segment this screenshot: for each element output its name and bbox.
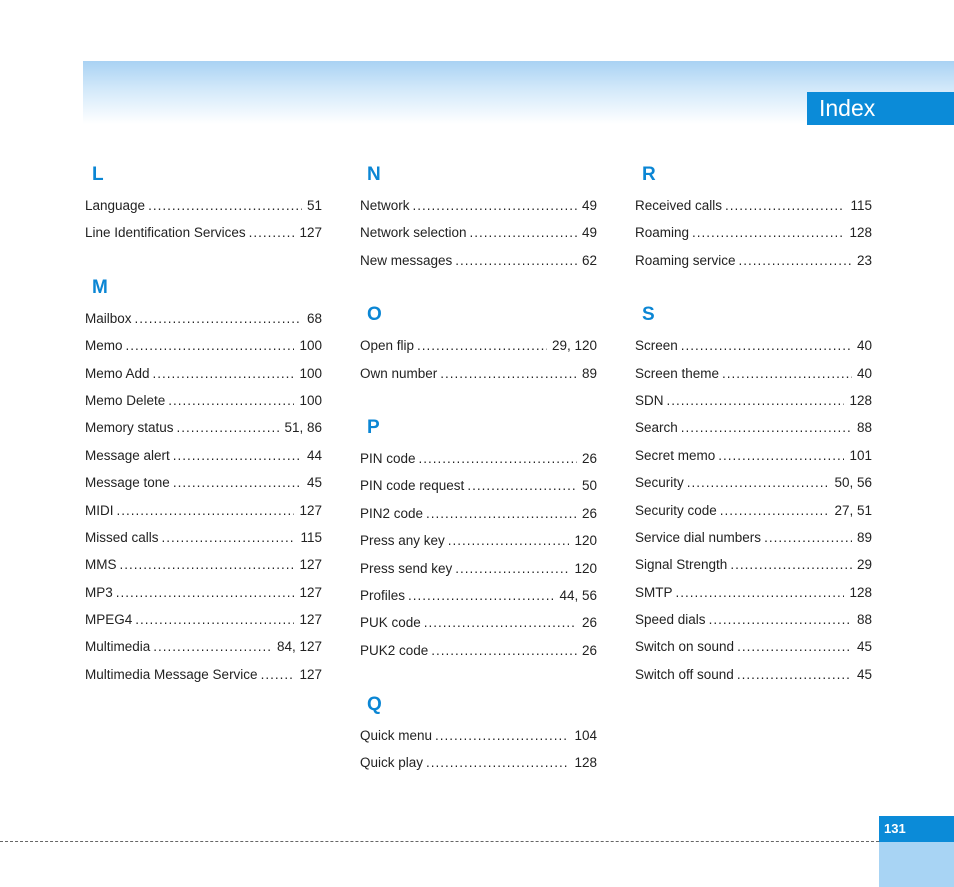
dot-leader <box>764 524 852 551</box>
index-term: MMS <box>85 557 117 573</box>
index-page-numbers: 100 <box>299 365 322 381</box>
dot-leader <box>722 360 852 387</box>
index-page-numbers: 128 <box>849 584 872 600</box>
index-entry <box>635 442 872 469</box>
dot-leader <box>725 192 845 219</box>
index-page-numbers: 128 <box>849 225 872 241</box>
index-column-1 <box>85 160 322 688</box>
dot-leader <box>153 633 272 660</box>
index-term: Security code <box>635 502 717 518</box>
index-term: Screen <box>635 338 678 354</box>
index-term: New messages <box>360 252 453 268</box>
index-term: Search <box>635 420 678 436</box>
index-entry <box>360 500 597 527</box>
index-entry <box>85 360 322 387</box>
section-gap <box>360 664 597 690</box>
index-term: Received calls <box>635 198 723 213</box>
index-entry <box>360 472 597 499</box>
dot-leader <box>173 469 302 496</box>
index-page-numbers: 50, 56 <box>834 475 872 491</box>
index-term: Memo Add <box>85 365 150 381</box>
section-gap <box>85 247 322 273</box>
index-page-numbers: 127 <box>299 584 322 600</box>
section-letter: P <box>367 416 380 438</box>
index-entry <box>85 469 322 496</box>
dot-leader <box>135 305 302 332</box>
index-term: Switch off sound <box>635 666 734 682</box>
index-entry <box>360 555 597 582</box>
index-page-numbers: 101 <box>849 447 872 463</box>
section-letter: M <box>92 276 108 298</box>
dot-leader <box>116 579 295 606</box>
index-entry <box>85 442 322 469</box>
index-page-numbers: 62 <box>581 252 597 268</box>
dot-leader <box>435 722 569 749</box>
index-page-numbers: 26 <box>581 450 597 466</box>
index-term: PUK2 code <box>360 642 429 658</box>
index-page-numbers: 26 <box>581 505 597 521</box>
index-term: MIDI <box>85 502 114 518</box>
index-page-numbers: 45 <box>306 475 322 491</box>
dot-leader <box>681 414 852 441</box>
index-term: Quick menu <box>360 728 433 744</box>
index-entry <box>635 469 872 496</box>
index-term: MP3 <box>85 584 113 600</box>
index-page-numbers: 45 <box>856 666 872 682</box>
section-letter: S <box>642 304 655 326</box>
dot-leader <box>676 579 845 606</box>
index-entry <box>635 579 872 606</box>
index-entry <box>360 219 597 246</box>
index-page-numbers: 51 <box>306 198 322 213</box>
section-gap <box>360 387 597 413</box>
index-page-numbers: 127 <box>299 666 322 682</box>
dot-leader <box>261 661 295 688</box>
index-term: Multimedia Message Service <box>85 666 258 682</box>
index-term: Speed dials <box>635 612 706 628</box>
section-letter: Q <box>367 694 382 716</box>
index-term: Own number <box>360 365 438 381</box>
index-entry <box>635 497 872 524</box>
index-entry <box>85 551 322 578</box>
dot-leader <box>417 332 547 359</box>
index-term: Open flip <box>360 338 415 354</box>
index-term: Security <box>635 475 684 491</box>
index-term: PIN code request <box>360 478 465 494</box>
dot-leader <box>692 219 844 246</box>
index-page-numbers: 89 <box>581 365 597 381</box>
index-term: Line Identification Services <box>85 225 246 241</box>
dot-leader <box>177 414 280 441</box>
dot-leader <box>470 219 577 246</box>
index-page-numbers: 50 <box>581 478 597 494</box>
dot-leader <box>440 360 577 387</box>
index-page-numbers: 49 <box>581 198 597 213</box>
index-term: Screen theme <box>635 365 720 381</box>
dot-leader <box>153 360 295 387</box>
index-entry <box>360 637 597 664</box>
section-letter: R <box>642 164 656 185</box>
index-entry <box>635 192 872 219</box>
page-title: Index <box>807 92 954 125</box>
index-page-numbers: 115 <box>300 529 322 545</box>
index-entry <box>635 661 872 688</box>
index-page-numbers: 128 <box>849 392 872 408</box>
index-entry <box>360 360 597 387</box>
index-page-numbers: 100 <box>299 338 322 354</box>
index-page-numbers: 45 <box>856 639 872 655</box>
index-term: Mailbox <box>85 310 132 326</box>
index-page-numbers: 49 <box>581 225 597 241</box>
index-entry <box>360 609 597 636</box>
index-entry <box>85 579 322 606</box>
dot-leader <box>667 387 845 414</box>
index-term: SMTP <box>635 584 673 600</box>
index-entry <box>85 192 322 219</box>
index-page-numbers: 127 <box>299 502 322 518</box>
index-term: Secret memo <box>635 447 716 463</box>
dot-leader <box>737 661 852 688</box>
index-entry <box>85 305 322 332</box>
index-page-numbers: 127 <box>299 557 322 573</box>
index-term: Missed calls <box>85 529 159 545</box>
index-entry <box>85 661 322 688</box>
index-column-2 <box>360 160 597 777</box>
dot-leader <box>448 527 570 554</box>
dot-leader <box>455 247 577 274</box>
index-page-numbers: 88 <box>856 420 872 436</box>
index-page-numbers: 89 <box>856 529 872 545</box>
index-term: Memory status <box>85 420 174 436</box>
index-entry <box>635 606 872 633</box>
index-entry <box>85 524 322 551</box>
dot-leader <box>730 551 852 578</box>
index-entry <box>85 633 322 660</box>
index-entry <box>85 497 322 524</box>
dot-leader <box>431 637 577 664</box>
index-term: Message tone <box>85 475 170 491</box>
section-letter: O <box>367 304 382 326</box>
index-entry <box>85 606 322 633</box>
index-entry <box>635 360 872 387</box>
index-page-numbers: 128 <box>574 755 597 771</box>
section-gap <box>360 274 597 300</box>
index-term: Language <box>85 198 146 213</box>
index-term: MPEG4 <box>85 612 133 628</box>
dot-leader <box>709 606 852 633</box>
index-entry <box>635 247 872 274</box>
index-page-numbers: 127 <box>299 225 322 241</box>
index-term: Multimedia <box>85 639 151 655</box>
section-letter: L <box>92 164 104 185</box>
index-page-numbers: 44, 56 <box>559 587 597 603</box>
index-term: Network <box>360 198 410 213</box>
dot-leader <box>249 219 295 246</box>
index-term: Profiles <box>360 587 406 603</box>
index-term: Service dial numbers <box>635 529 762 545</box>
index-page-numbers: 44 <box>306 447 322 463</box>
index-entry <box>635 332 872 359</box>
index-term: Press any key <box>360 533 445 549</box>
dot-leader <box>718 442 844 469</box>
index-entry <box>635 387 872 414</box>
index-page-numbers: 120 <box>574 533 597 549</box>
index-term: Network selection <box>360 225 467 241</box>
index-entry <box>635 219 872 246</box>
index-entry <box>85 332 322 359</box>
dot-leader <box>168 387 294 414</box>
index-term: Memo Delete <box>85 392 166 408</box>
index-term: PUK code <box>360 615 421 631</box>
index-term: Message alert <box>85 447 170 463</box>
dot-leader <box>739 247 852 274</box>
index-entry <box>635 524 872 551</box>
index-entry <box>360 722 597 749</box>
index-term: Memo <box>85 338 123 354</box>
dot-leader <box>426 500 577 527</box>
dot-leader <box>117 497 295 524</box>
index-term: Press send key <box>360 560 453 576</box>
dot-leader <box>426 749 569 776</box>
index-page-numbers: 115 <box>850 198 872 213</box>
index-page-numbers: 29, 120 <box>551 338 597 354</box>
index-entry <box>360 527 597 554</box>
dot-leader <box>173 442 302 469</box>
index-page-numbers: 51, 86 <box>284 420 322 436</box>
index-entry <box>85 387 322 414</box>
index-entry <box>360 192 597 219</box>
index-term: Switch on sound <box>635 639 735 655</box>
index-term: Signal Strength <box>635 557 728 573</box>
dot-leader <box>737 633 852 660</box>
index-term: PIN2 code <box>360 505 424 521</box>
index-page-numbers: 68 <box>306 310 322 326</box>
dot-leader <box>413 192 577 219</box>
index-column-3 <box>635 160 872 688</box>
dot-leader <box>467 472 577 499</box>
dot-leader <box>126 332 295 359</box>
index-entry <box>360 749 597 776</box>
index-entry <box>85 414 322 441</box>
index-page-numbers: 88 <box>856 612 872 628</box>
index-page-numbers: 104 <box>574 728 597 744</box>
section-gap <box>635 274 872 300</box>
index-page-numbers: 40 <box>856 365 872 381</box>
dot-leader <box>720 497 830 524</box>
dot-leader <box>135 606 294 633</box>
section-letter: N <box>367 164 381 185</box>
index-term: Roaming <box>635 225 690 241</box>
dot-leader <box>408 582 554 609</box>
index-page-numbers: 27, 51 <box>834 502 872 518</box>
index-entry <box>635 633 872 660</box>
index-page-numbers: 127 <box>299 612 322 628</box>
index-page-numbers: 40 <box>856 338 872 354</box>
index-entry <box>360 582 597 609</box>
index-page-numbers: 100 <box>299 392 322 408</box>
dot-leader <box>162 524 296 551</box>
footer-dashed-rule <box>0 841 879 842</box>
index-page-numbers: 23 <box>856 252 872 268</box>
index-term: PIN code <box>360 450 416 466</box>
index-entry <box>85 219 322 246</box>
dot-leader <box>148 192 302 219</box>
index-entry <box>360 332 597 359</box>
index-entry <box>635 414 872 441</box>
index-page-numbers: 84, 127 <box>276 639 322 655</box>
dot-leader <box>120 551 295 578</box>
dot-leader <box>424 609 577 636</box>
index-entry <box>360 247 597 274</box>
index-page-numbers: 120 <box>574 560 597 576</box>
page-number: 131 <box>879 816 954 842</box>
index-page-numbers: 26 <box>581 642 597 658</box>
index-entry <box>360 445 597 472</box>
index-term: Quick play <box>360 755 424 771</box>
index-entry <box>635 551 872 578</box>
dot-leader <box>455 555 569 582</box>
index-page-numbers: 26 <box>581 615 597 631</box>
index-term: Roaming service <box>635 252 736 268</box>
index-page-numbers: 29 <box>856 557 872 573</box>
dot-leader <box>687 469 830 496</box>
dot-leader <box>681 332 852 359</box>
index-term: SDN <box>635 392 664 408</box>
dot-leader <box>419 445 577 472</box>
